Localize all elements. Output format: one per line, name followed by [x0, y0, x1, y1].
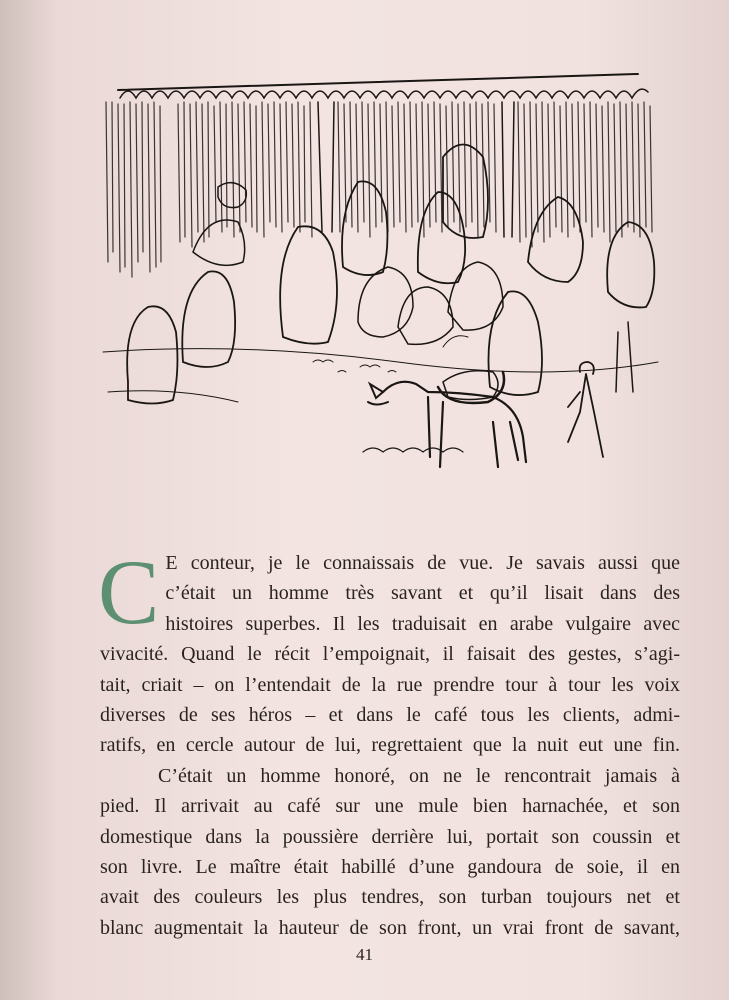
text-line: vivacité. Quand le récit l’empoignait, il faisait des gestes, s’agi-: [100, 643, 680, 666]
text-line: E conteur, je le connaissais de vue. Je savais aussi que: [165, 552, 680, 574]
paragraph-2: [100, 761, 680, 943]
ink-sketch: [98, 62, 660, 492]
text-line: c’était un homme très savant et qu’il lisait dans des: [165, 582, 680, 605]
text-line: domestique dans la poussière derrière lui, portait son coussin et: [100, 825, 680, 848]
text-line: son livre. Le maître était habillé d’une gandoura de soie, il en: [100, 856, 680, 879]
paragraph-1: [98, 541, 680, 761]
page-number: 41: [356, 945, 373, 964]
text-line: avait des couleurs les plus tendres, son turban toujours net et: [100, 886, 680, 909]
text-line: pied. Il arrivait au café sur une mule bien harnachée, et son: [100, 795, 680, 818]
text-line: diverses de ses héros – et dans le café tous les clients, admi-: [100, 704, 680, 727]
market-scene-illustration: [98, 62, 660, 492]
text-line: tait, criait – on l’entendait de la rue prendre tour à tour les voix: [100, 673, 680, 696]
text-line: C’était un homme honoré, on ne le rencontrait jamais à: [158, 764, 680, 787]
text-block: [98, 541, 680, 943]
drop-cap: C: [98, 541, 160, 643]
text-line: histoires superbes. Il les traduisait en arabe vulgaire avec: [165, 612, 680, 635]
text-line: ratifs, en cercle autour de lui, regrettaient que la nuit eut une fin.: [100, 734, 680, 757]
text-line: blanc augmentait la hauteur de son front, un vrai front de savant,: [100, 916, 680, 939]
